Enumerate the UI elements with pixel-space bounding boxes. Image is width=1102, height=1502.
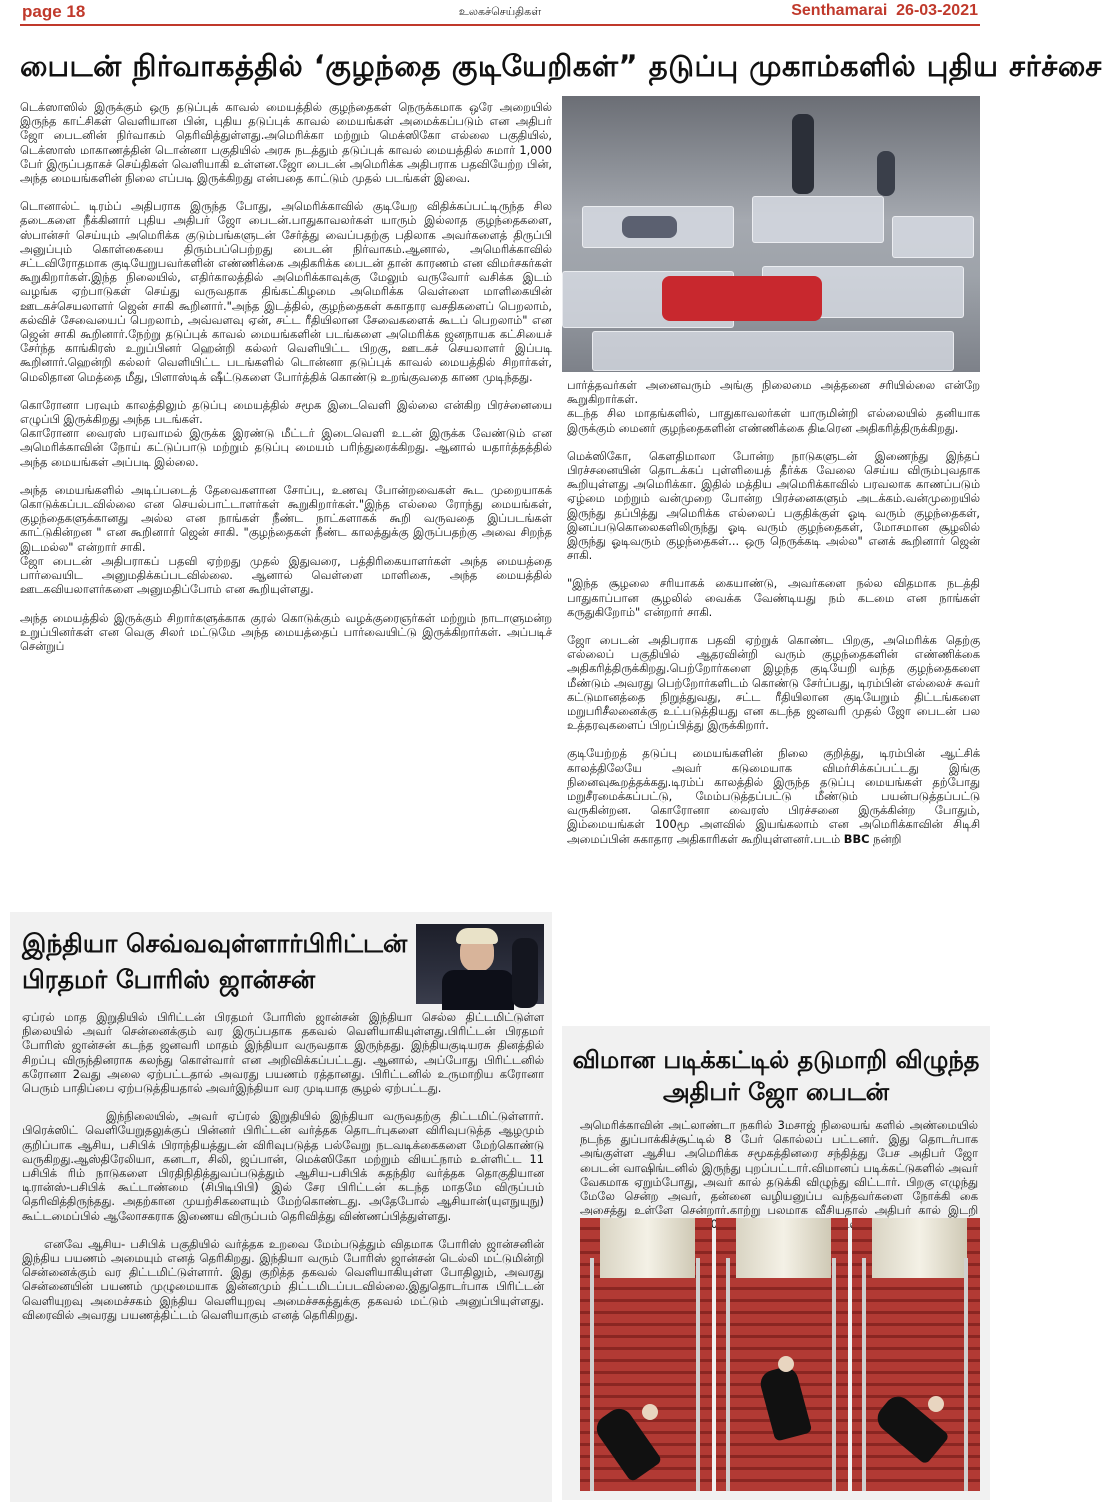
biden-article-title: [570, 1044, 982, 1108]
paragraph: இந்நிலையில், அவர் ஏப்ரல் இறுதியில் இந்தியா வருவதற்கு திட்டமிட்டுள்ளார். பிரெக்ஸிட் வெளியேறுதலுக்குப் பின்னர் பிரிட்டன் வர்த்தக தொடர்புகளை விரிவுபடுத்த ஆழமும் குறிப்பாக ஆசிய, பசிபிக் பிராந்தியத்துடன் விரிவுபடுத்த பல்வேறு நடவடிக்கைகளை மேற்கொண்டு வருகிறது.ஆஸ்திரேலியா, கனடா, சிலி, ஜப்பான், மெக்ஸிகோ மற்றும் வியட்நாம் உள்ளிட்ட 11 பசிபிக் ரிம் நாடுகளை பிரதிநிதித்துவப்படுத்தும் ஆசிய-பசிபிக் சுதந்திர வர்த்தக தொகுதியான டிரான்ஸ்-பசிபிக் கூட்டாண்மை (சிபிடிபிபி) இல் சேர பிரிட்டன் கடந்த மாதமே விருப்பம் தெரிவித்திருந்தது. அதற்கான முயற்சிகளையும் மேற்கொண்டது. அதேபோல் ஆசியான்(யுஎநுயுநு) கூட்டமைப்பில் ஆலோசகராக இணைய விருப்பம் தெரிவித்து விண்ணப்பித்துள்ளது.: [22, 1109, 544, 1223]
photo-mat: [752, 196, 884, 243]
photo-hair: [456, 928, 498, 944]
photo-figure-head: [928, 1396, 944, 1412]
section-name: உலகச்செய்திகள்: [458, 5, 542, 18]
photo-handrail: [726, 1258, 730, 1491]
photo-handrail: [696, 1258, 700, 1491]
header-rule: [20, 24, 980, 26]
photo-handrail: [590, 1258, 594, 1491]
paragraph: ஜோ பைடன் அதிபராகப் பதவி ஏற்றது முதல் இதுவரை, பத்திரிகையாளர்கள் அந்த மையத்தை பார்வையிட அனுமதிக்கப்படவில்லை. ஆனால் வெள்ளை மாளிகை, அந்த மையத்தில் ஊடகவியலாளர்களை அனுமதிப்போம் என கூறியுள்ளது.: [20, 553, 552, 597]
paragraph: கொரோனா வைரஸ் பரவாமல் இருக்க இரண்டு மீட்டர் இடைவெளி உடன் இருக்க வேண்டும் என அமெரிக்காவின் நோய் கட்டுப்பாடு மற்றும் தடுப்பு மையம் பரிந்துரைக்கிறது. ஆனால் யதார்த்தத்தில் அந்த மையங்கள் அப்படி இல்லை.: [20, 426, 552, 469]
paragraph: டெக்ஸாஸில் இருக்கும் ஒரு தடுப்புக் காவல் மையத்தில் குழந்தைகள் நெருக்கமாக ஒரே அறையில் இருந்த காட்சிகள் வெளியான பின், புதிய தடுப்புக் காவல் மையங்கள் அமைக்கப்படும் என அதிபர் ஜோ பைடனின் நிர்வாகம் தெரிவித்துள்ளது.அமெரிக்கா மற்றும் மெக்ஸிகோ எல்லை பகுதியில், டெக்ஸாஸ் மாகாணத்தின் டொன்னா பகுதியில் அரசு நடத்தும் தடுப்புக் காவல் மையத்தில் சுமார் 1,000 பேர் இருப்பதாகச் செய்திகள் வெளியாகி உள்ளன.ஜோ பைடன் அமெரிக்க அதிபராக பதவியேற்ற பின், அந்த மையங்களின் நிலை எப்படி இருக்கிறது என்பதை காட்டும் முதல் படங்கள் இவை.: [20, 100, 552, 186]
title-line: பிரதமர் போரிஸ் ஜான்சன்: [22, 965, 316, 994]
main-headline: பைடன் நிர்வாகத்தில் ‘குழந்தை குடியேறிகள்” தடுப்பு முகாம்களில் புதிய சர்ச்சை: [20, 49, 1102, 83]
photo-handrail: [964, 1258, 968, 1491]
photo-figure-head: [778, 1356, 794, 1372]
paragraph: அமெரிக்காவின் அட்லாண்டா நகரில் 3மசாஜ் நிலையங் களில் அண்மையில் நடந்த துப்பாக்கிச்சூட்டில் 8 பேர் கொல்லப் பட்டனர். இது தொடர்பாக அங்குள்ள ஆசிய அமெரிக்க சமூகத்தினரை சந்தித்து பேச அதிபர் ஜோ பைடன் வாஷிங்டனில் இருந்து புறப்பட்டார்.விமானப் படிக்கட்டுகளில் அவர் வேகமாக ஏறும்போது, அவர் கால் தடுக்கி விழுந்து விட்டார். பிறகு எழுந்து மேலே சென்ற அவர், தன்னை வழியனுப்ப வந்தவர்களை நோக்கி கை அசைத்து உள்ளே சென்றார்.காற்று பலமாக வீசியதால் அதிபர் கால் இடறி 100: [580, 1118, 978, 1232]
paragraph: ஜோ பைடன் அதிபராக பதவி ஏற்றுக் கொண்ட பிறகு, அமெரிக்க தெற்கு எல்லைப் பகுதியில் ஆதரவின்றி வரும் குழந்தைகளின் எண்ணிக்கை அதிகரித்திருக்கிறது.பெற்றோர்களை இழந்த குடியேறி வந்த குழந்தைகளை மீண்டும் அவரது பெற்றோர்களிடம் கொண்டு சேர்ப்பது, டிரம்பின் எல்லைச் சுவர் கட்டுமானத்தை நிறுத்துவது, சட்ட ரீதியிலான குடியேறும் திட்டங்களை மறுபரிசீலனைக்கு உட்படுத்தியது என கடந்த ஜனவரி முதல் ஜோ பைடன் பல உத்தரவுகளைப் பிறப்பித்து இருக்கிறார்.: [567, 633, 980, 733]
photo-mat: [592, 331, 954, 371]
publication-name: Senthamarai: [791, 2, 888, 19]
photo-figure: [758, 1364, 813, 1441]
paragraph: பார்த்தவர்கள் அனைவரும் அங்கு நிலைமை அத்தனை சரியில்லை என்றே கூறுகிறார்கள்.: [567, 378, 980, 407]
boris-article-body: [22, 1010, 544, 1495]
photo-aircraft-door: [872, 1218, 967, 1278]
paragraph: கடந்த சில மாதங்களில், பாதுகாவலர்கள் யாருமின்றி எல்லையில் தனியாக இருக்கும் மைனர் குழந்தைகளின் எண்ணிக்கை திடீரென அதிகரித்திருக்கிறது.: [567, 406, 980, 435]
paragraph: அந்த மையங்களில் அடிப்படைத் தேவைகளான சோப்பு, உணவு போன்றவைகள் கூட முறையாகக் கொடுக்கப்படவில்லை என செயல்பாட்டாளர்கள் கூறுகிறார்கள்."இந்த எல்லை ரோந்து மையங்கள், குழந்தைகளுக்கானது அல்ல என நாங்கள் நீண்ட நாட்களாகக் கூறி வருவதை இப்படங்கள் காட்டுகின்றன " என கூறினார் ஜென் சாகி. "குழந்தைகள் நீண்ட காலத்துக்கு இருப்பதற்கு அவை சிறந்த இடமல்ல" என்றார் சாகி.: [20, 482, 552, 554]
boris-article-title: [22, 926, 417, 998]
page-header: [0, 0, 1000, 24]
biden-stairs-photo-3: [852, 1218, 980, 1491]
biden-stairs-photo-1: [580, 1218, 712, 1491]
photo-person: [662, 276, 822, 321]
photo-credit-source: BBC: [843, 831, 870, 846]
photo-person: [792, 114, 814, 194]
page-number: page 18: [22, 2, 86, 21]
photo-mat: [892, 216, 974, 258]
paragraph: அந்த மையத்தில் இருக்கும் சிறார்களுக்காக குரல் கொடுக்கும் வழக்குரைஞர்கள் மற்றும் நாடாளுமன்ற உறுப்பினர்கள் என வெகு சிலர் மட்டுமே அந்த மையத்தைப் பார்வையிட்டு இருக்கிறார்கள். அப்படிச் சென்றுப்: [20, 610, 552, 653]
detention-center-photo: [562, 96, 980, 372]
issue-date: 26-03-2021: [896, 2, 978, 19]
photo-handrail: [862, 1258, 866, 1491]
biden-stairs-photo-2: [716, 1218, 848, 1491]
main-article-left-column: [20, 100, 552, 908]
photo-bg-person: [512, 938, 538, 1008]
title-line: அதிபர் ஜோ பைடன்: [663, 1078, 889, 1106]
photo-figure-head: [642, 1404, 658, 1420]
photo-person: [877, 151, 895, 196]
paragraph: கொரோனா பரவும் காலத்திலும் தடுப்பு மையத்தில் சமூக இடைவெளி இல்லை என்கிற பிரச்னையை எழுப்பி இருக்கிறது அந்த படங்கள்.: [20, 397, 552, 427]
paragraph: [567, 746, 980, 845]
boris-johnson-photo: [416, 924, 544, 1004]
title-line: இந்தியா செவ்வவுள்ளார்பிரிட்டன்: [22, 929, 408, 958]
photo-suit: [442, 970, 514, 1010]
publication-date: [791, 2, 978, 20]
photo-aircraft-door: [736, 1218, 831, 1278]
photo-aircraft-door: [600, 1218, 695, 1278]
photo-credit-suffix: நன்றி: [869, 831, 902, 846]
paragraph: எனவே ஆசிய- பசிபிக் பகுதியில் வர்த்தக உறவை மேம்படுத்தும் விதமாக போரிஸ் ஜான்சனின் இந்திய பயணம் அமையும் எனத் தெரிகிறது. இந்தியா வரும் போரிஸ் ஜான்சன் டெல்லி மட்டுமின்றி சென்னைக்கும் வர திட்டமிட்டுள்ளார். இது குறித்த தகவல் வெளியாகியுள்ள போதிலும், அவரது சென்னையின் பயணம் முழுமையாக இன்னமும் திட்டமிடப்படவில்லை.இதுதொடர்பாக பிரிட்டன் வெளியுறவு அமைச்சகம் இந்திய வெளியுறவு அமைச்சகத்துக்கு தகவல் மட்டும் அனுப்பியுள்ளது. விரைவில் அவரது பயணத்திட்டம் வெளியாகும் எனத் தெரிகிறது.: [22, 1236, 544, 1322]
paragraph: ஏப்ரல் மாத இறுதியில் பிரிட்டன் பிரதமர் போரிஸ் ஜான்சன் இந்தியா செல்ல திட்டமிட்டுள்ள நிலையில் அவர் சென்னைக்கும் வர இருப்பதாக தகவல் வெளியாகியுள்ளது.பிரிட்டன் பிரதமர் போரிஸ் ஜான்சன் கடந்த ஜனவரி மாதம் இந்தியா வருவதாக இருந்தது. இந்தியகுடியரசு தினத்தில் சிறப்பு விருந்தினராக கலந்து கொள்வார் என அறிவிக்கப்பட்டது. ஆனால், அப்போது பிரிட்டனில் கரோனா 2வது அலை ஏற்பட்டதால் அவரது பயணம் ரத்தானது. பிரிட்டனில் உருமாறிய கரோனா பெரும் பாதிப்பை ஏற்படுத்தியதால் அவர்இந்தியா வர முடியாத சூழல் ஏற்பட்டது.: [22, 1010, 544, 1096]
paragraph: டொனால்ட் டிரம்ப் அதிபராக இருந்த போது, அமெரிக்காவில் குடியேற விதிக்கப்பட்டிருந்த சில தடைகளை நீக்கினார் புதிய அதிபர் ஜோ பைடன்.பாதுகாவலர்கள் யாரும் இல்லாத குழந்தைகளை, ஸ்பான்சர் செய்யும் அமெரிக்க குடும்பங்களுடன் சேர்த்து வைப்பதற்கு பதிலாக அவர்களைத் திருப்பி அனுப்பும் கொள்கையை திரும்பப்பெற்றது பைடன் நிர்வாகம்.ஆனால், அமெரிக்காவில் சட்டவிரோதமாக குடியேறுபவர்களின் எண்ணிக்கை அதிகரிக்க பைடன் தான் காரணம் என விமர்சகர்கள் கூறுகிறார்கள்.இந்த நிலையில், எதிர்காலத்தில் அமெரிக்காவுக்கு மேலும் வருவோர் வசிக்க இடம் வழங்க ஏற்பாடுகள் செய்து வருவதாக திங்கட்கிழமை அமெரிக்க வெள்ளை மாளிகையின் ஊடகச்செயலாளர் ஜென் சாகி கூறினார்."அந்த இடத்தில், குழந்தைகள் சுகாதார வசதிகளைப் பெறலாம், கல்விச் சேவையைப் பெறலாம், அவ்வளவு ஏன், சட்ட ரீதியிலான சேவைகளைக் கூடப் பெறலாம்" என ஜென் சாகி கூறினார்.நேற்று தடுப்புக் காவல் மையங்களின் படங்களை அமெரிக்க ஜனநாயக கட்சியைச் சேர்ந்த காங்கிரஸ் உறுப்பினர் ஹென்றி கல்லர் வெளியிட்ட பிறகு, ஊடகச் செயலாளர் இப்படி கூறினார்.ஹென்றி கல்லர் வெளியிட்ட படங்களில் டொன்னா தடுப்புக் காவல் மையத்தில் சிறார்கள், மெலிதான மெத்தை மீது, பிளாஸ்டிக் ஷீட்டுகளை போர்த்திக் கொண்டு உறங்குவதை காண முடிந்தது.: [20, 199, 552, 384]
paragraph-text: குடியேற்றத் தடுப்பு மையங்களின் நிலை குறித்து, டிரம்பின் ஆட்சிக் காலத்திலேயே அவர் கடுமையாக விமர்சிக்கப்பட்டது இங்கு நினைவுகூறத்தக்கது.டிரம்ப் காலத்தில் இருந்த தடுப்பு மையங்கள் தற்போது மறுசீரமைக்கப்பட்டு, மேம்படுத்தப்பட்டு மீண்டும் பயன்படுத்தப்பட்டு வருகின்றன. கொரோனா வைரஸ் பிரச்சனை இருக்கின்ற போதும், இம்மையங்கள் 100மூ அளவில் இயங்கலாம் என அமெரிக்காவின் சிடிசி அமைப்பின் சுகாதார அதிகாரிகள் கூறியுள்ளனர்.படம்: [567, 746, 980, 846]
photo-handrail: [832, 1258, 836, 1491]
paragraph: "இந்த சூழலை சரியாகக் கையாண்டு, அவர்களை நல்ல விதமாக நடத்தி பாதுகாப்பான சூழலில் வைக்க வேண்டியது நம் கடமை என நாங்கள் கருதுகிறோம்" என்றார் சாகி.: [567, 576, 980, 619]
photo-person: [622, 216, 677, 238]
title-line: விமான படிக்கட்டில் தடுமாறி விழுந்த: [572, 1046, 980, 1074]
biden-article-body: [580, 1118, 978, 1232]
paragraph: மெக்ஸிகோ, கௌதிமாலா போன்ற நாடுகளுடன் இணைந்து இந்தப் பிரச்சனையின் தொடக்கப் புள்ளியைத் தீர்க்க வேலை செய்ய விரும்புவதாக கூறியுள்ளது அமெரிக்கா. இதில் மத்திய அமெரிக்காவில் பரவலாக காணப்படும் ஏழ்மை மற்றும் வன்முறை போன்ற பிரச்னைகளும் அடக்கம்.வன்முறையில் இருந்து தப்பித்து அமெரிக்க எல்லைப் பகுதிக்குள் ஓடி வரும் குழந்தைகள், இனப்படுகொலைகளிலிருந்து ஓடி வரும் குழந்தைகள், மோசமான சூழலில் இருந்து ஓடிவரும் குழந்தைகள்... ஒரு நெருக்கடி அல்ல" எனக் கூறினார் ஜென் சாகி.: [567, 448, 980, 563]
main-article-right-column: [567, 378, 980, 846]
